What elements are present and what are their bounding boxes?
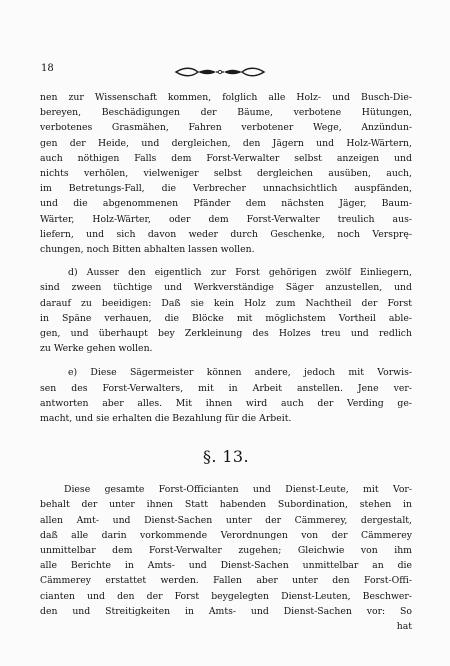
paragraph-d [40,265,412,356]
catchword: hat [396,621,412,633]
text-line: Wärter, Holz-Wärter, oder dem Forst-Verwalter treulich aus- [40,213,412,225]
text-line: Diese gesamte Forst-Officianten und Dienst-Leute, mit Vor- [64,484,412,496]
page-number: 18 [41,63,54,74]
paragraph-continuation [40,90,412,257]
text-line: allen Amt- und Dienst-Sachen unter der Cämmerey, dergestalt, [40,514,412,526]
text-line: verbotenes Grasmähen, Fahren verbotener Wege, Anzündun- [40,122,412,134]
text-line: bereyen, Beschädigungen der Bäume, verbotene Hütungen, [40,107,412,119]
text-line: liefern, und sich davon weder durch Geschenke, noch Versprę- [40,228,412,240]
text-line: den und Streitigkeiten in Amts- und Dienst-Sachen vor: So [40,605,412,617]
text-line: gen der Heide, und dergleichen, den Jägern und Holz-Wärtern, [40,137,412,149]
text-line: chungen, noch Bitten abhalten lassen wollen. [40,244,255,256]
paragraph-e [40,365,412,426]
text-line: daß alle darin vorkommende Verordnungen von der Cämmerey [40,529,412,541]
text-line: sen des Forst-Verwalters, mit in Arbeit anstellen. Jene ver- [40,382,412,394]
text-line: macht, und sie erhalten die Bezahlung für die Arbeit. [40,413,292,425]
text-line: und die abgenommenen Pfänder dem nächsten Jäger, Baum- [40,198,412,210]
text-line: nichts verhölen, vielweniger selbst dergleichen ausüben, auch, [40,168,412,180]
text-line: gen, und überhaupt bey Zerkleinung des Holzes treu und redlich [40,328,412,340]
text-line: in Späne verhauen, die Blöcke mit möglichstem Vortheil able- [40,312,412,324]
text-line: antworten aber alles. Mit ihnen wird auch der Verding ge- [40,397,412,409]
section-heading: §. 13. [202,447,250,467]
text-line: zu Werke gehen wollen. [40,343,153,355]
text-line: unmittelbar dem Forst-Verwalter zugehen; Gleichwie von ihm [40,545,412,557]
text-line: d) Ausser den eigentlich zur Forst gehörigen zwölf Einliegern, [68,267,412,279]
text-line: im Betretungs-Fall, die Verbrecher unnachsichtlich auspfänden, [40,183,412,195]
text-line: cianten und den der Forst beygelegten Dienst-Leuten, Beschwer- [40,590,412,602]
text-line: Cämmerey erstattet werden. Fallen aber unter den Forst-Offi- [40,575,412,587]
text-line: nen zur Wissenschaft kommen, folglich alle Holz- und Busch-Die- [40,92,412,103]
text-line: darauf zu beeidigen: Daß sie kein Holz zum Nachtheil der Forst [40,297,412,309]
header-ornament-icon [174,66,266,78]
text-line: auch nöthigen Falls dem Forst-Verwalter selbst anzeigen und [40,152,412,164]
paragraph-section-13 [40,482,412,634]
text-line: alle Berichte in Amts- und Dienst-Sachen unmittelbar an die [40,560,412,572]
text-line: e) Diese Sägermeister können andere, jedoch mit Vorwis- [68,367,412,379]
text-line: behalt der unter ihnen Statt habenden Subordination, stehen in [40,499,412,511]
text-line: sind zween tüchtige und Werkverständige Säger anzustellen, und [40,282,412,294]
main-text [40,90,412,634]
